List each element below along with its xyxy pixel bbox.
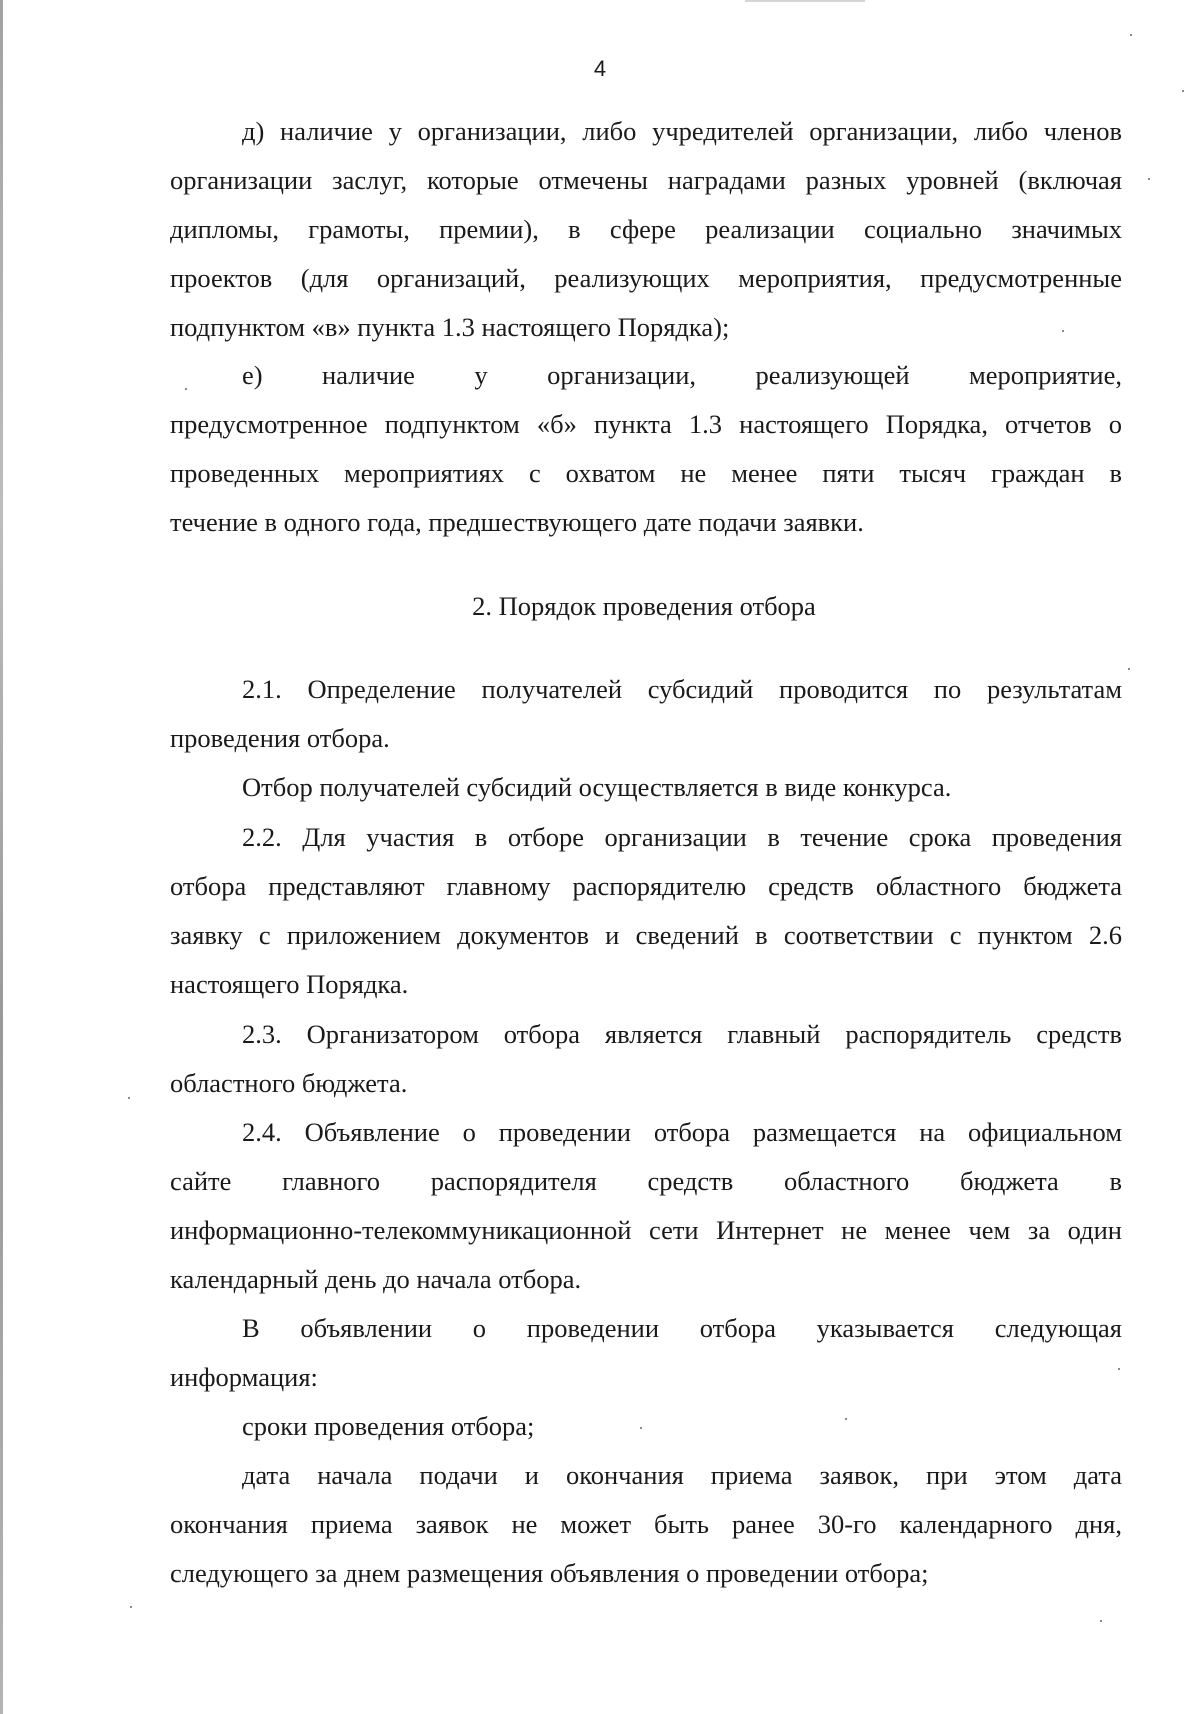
paragraph-2-4-line-1: 2.4. Объявление о проведении отбора размещается на официальном xyxy=(242,1117,1122,1147)
paragraph-2-1-line-2: проведения отбора. xyxy=(170,723,390,753)
paragraph-dates-line-1: дата начала подачи и окончания приема заявок, при этом дата xyxy=(242,1460,1122,1490)
scan-speck xyxy=(845,1418,847,1420)
paragraph-2-3 xyxy=(170,1010,1122,1108)
paragraph-e-line-3: проведенных мероприятиях с охватом не менее пяти тысяч граждан в xyxy=(170,458,1122,488)
scan-speck xyxy=(1128,668,1130,670)
scan-speck xyxy=(640,1427,642,1429)
paragraph-d-line-5: подпунктом «в» пункта 1.3 настоящего Порядка); xyxy=(170,312,730,342)
scan-edge-left xyxy=(0,0,3,1714)
paragraph-dates-line-2: окончания приема заявок не может быть ранее 30-го календарного дня, xyxy=(170,1509,1122,1539)
scan-speck xyxy=(1062,330,1064,332)
paragraph-e xyxy=(170,351,1122,547)
scan-speck xyxy=(1100,1620,1102,1622)
paragraph-2-2-line-2: отбора представляют главному распорядителю средств областного бюджета xyxy=(170,871,1122,901)
paragraph-announcement-line-2: информация: xyxy=(170,1362,318,1392)
scan-speck xyxy=(130,1606,132,1608)
paragraph-e-line-2: предусмотренное подпунктом «б» пункта 1.3 настоящего Порядка, отчетов о xyxy=(170,409,1122,439)
paragraph-terms xyxy=(170,1402,1122,1451)
paragraph-2-1 xyxy=(170,665,1122,812)
paragraph-dates-line-3: следующего за днем размещения объявления о проведении отбора; xyxy=(170,1558,929,1588)
paragraph-2-2 xyxy=(170,813,1122,1009)
paragraph-2-3-line-2: областного бюджета. xyxy=(170,1068,408,1098)
page-number: 4 xyxy=(593,56,607,81)
paragraph-2-2-line-3: заявку с приложением документов и сведений в соответствии с пунктом 2.6 xyxy=(170,920,1122,950)
paragraph-2-2-line-1: 2.2. Для участия в отборе организации в течение срока проведения xyxy=(242,822,1122,852)
paragraph-2-2-line-4: настоящего Порядка. xyxy=(170,969,409,999)
scan-edge-top xyxy=(745,0,865,2)
paragraph-2-4-line-3: информационно-телекоммуникационной сети Интернет не менее чем за один xyxy=(170,1215,1122,1245)
paragraph-2-4 xyxy=(170,1108,1122,1304)
paragraph-2-4-line-2: сайте главного распорядителя средств областного бюджета в xyxy=(170,1166,1122,1196)
paragraph-2-1-selection-form: Отбор получателей субсидий осуществляется в виде конкурса. xyxy=(242,772,952,802)
paragraph-terms-line: сроки проведения отбора; xyxy=(242,1411,535,1441)
scan-speck xyxy=(1130,34,1132,36)
paragraph-e-line-4: течение в одного года, предшествующего дате подачи заявки. xyxy=(170,507,864,537)
paragraph-2-1-line-1: 2.1. Определение получателей субсидий проводится по результатам xyxy=(242,674,1122,704)
paragraph-d xyxy=(170,107,1122,352)
paragraph-e-line-1: е) наличие у организации, реализующей мероприятие, xyxy=(242,360,1122,390)
paragraph-announcement-info xyxy=(170,1304,1122,1402)
paragraph-2-4-line-4: календарный день до начала отбора. xyxy=(170,1264,582,1294)
paragraph-dates xyxy=(170,1451,1122,1598)
scan-speck xyxy=(185,388,187,390)
paragraph-d-line-2: организации заслуг, которые отмечены наградами разных уровней (включая xyxy=(170,165,1122,195)
section-heading: 2. Порядок проведения отбора xyxy=(472,591,816,621)
paragraph-2-3-line-1: 2.3. Организатором отбора является главный распорядитель средств xyxy=(242,1019,1122,1049)
scan-speck xyxy=(1118,1368,1120,1370)
scan-speck xyxy=(1148,178,1150,180)
scan-speck xyxy=(128,1097,130,1099)
paragraph-d-line-3: дипломы, грамоты, премии), в сфере реализации социально значимых xyxy=(170,214,1122,244)
scan-speck xyxy=(1182,90,1184,92)
paragraph-d-line-4: проектов (для организаций, реализующих мероприятия, предусмотренные xyxy=(170,263,1122,293)
paragraph-d-line-1: д) наличие у организации, либо учредителей организации, либо членов xyxy=(242,116,1122,146)
paragraph-announcement-line-1: В объявлении о проведении отбора указывается следующая xyxy=(242,1313,1122,1343)
